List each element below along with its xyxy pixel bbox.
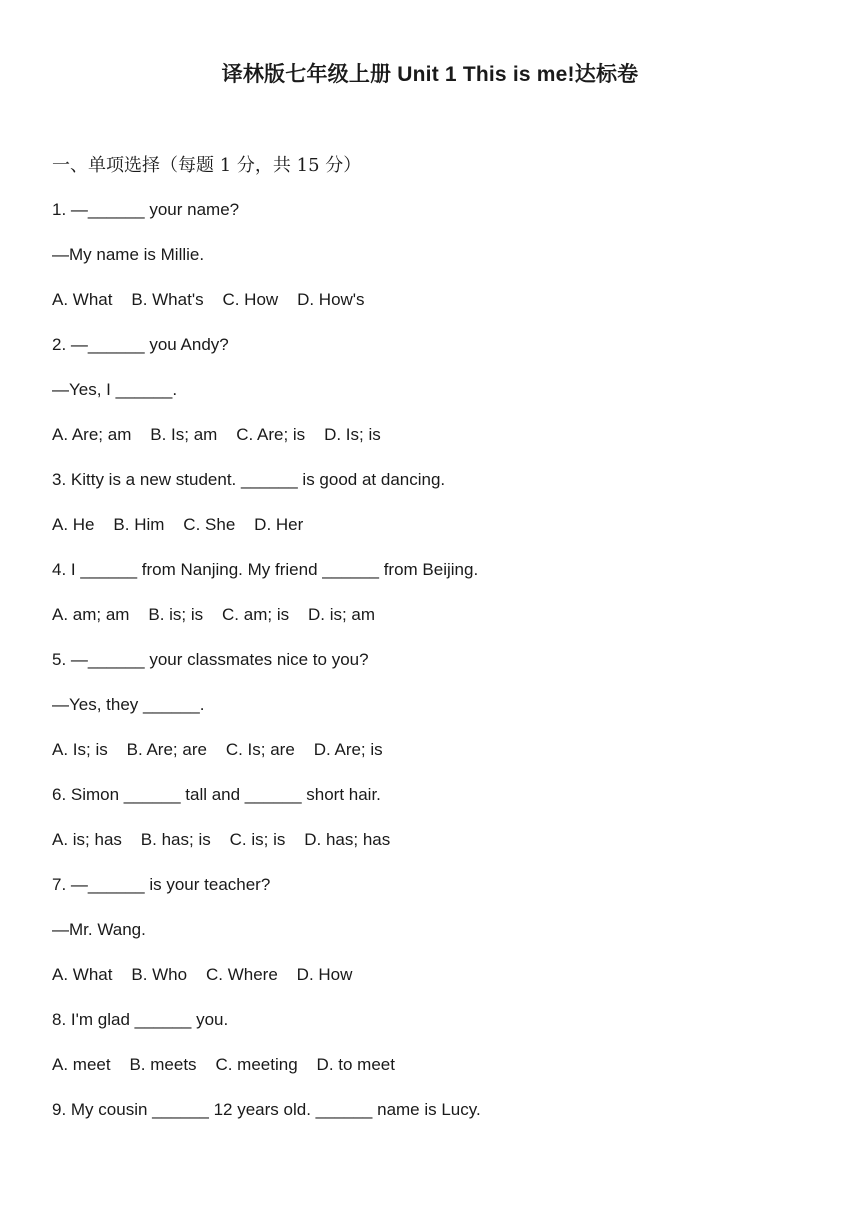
options-line: A. is; has B. has; is C. is; is D. has; has [52,830,391,849]
question-line: 9. My cousin ______ 12 years old. ______ name is Lucy. [52,1100,481,1119]
options-line: A. What B. Who C. Where D. How [52,965,353,984]
question-line: 8. I'm glad ______ you. [52,1010,229,1029]
question-list [52,196,812,1141]
section-heading: 一、单项选择（每题 1 分，共 15 分） [52,155,362,176]
question-line: 6. Simon ______ tall and ______ short hair. [52,785,381,804]
document-title: 译林版七年级上册 Unit 1 This is me!达标卷 [221,63,639,86]
question-line: 5. —______ your classmates nice to you? [52,650,369,669]
question-line: 4. I ______ from Nanjing. My friend ______ from Beijing. [52,560,479,579]
question-line: 2. —______ you Andy? [52,335,229,354]
answer-line: —Yes, I ______. [52,380,178,399]
options-line: A. Is; is B. Are; are C. Is; are D. Are; is [52,740,383,759]
options-line: A. He B. Him C. She D. Her [52,515,304,534]
question-line: 1. —______ your name? [52,200,240,219]
options-line: A. meet B. meets C. meeting D. to meet [52,1055,395,1074]
answer-line: —My name is Millie. [52,245,205,264]
options-line: A. am; am B. is; is C. am; is D. is; am [52,605,376,624]
question-line: 7. —______ is your teacher? [52,875,271,894]
options-line: A. What B. What's C. How D. How's [52,290,365,309]
options-line: A. Are; am B. Is; am C. Are; is D. Is; is [52,425,381,444]
answer-line: —Yes, they ______. [52,695,205,714]
answer-line: —Mr. Wang. [52,920,146,939]
question-line: 3. Kitty is a new student. ______ is good at dancing. [52,470,446,489]
